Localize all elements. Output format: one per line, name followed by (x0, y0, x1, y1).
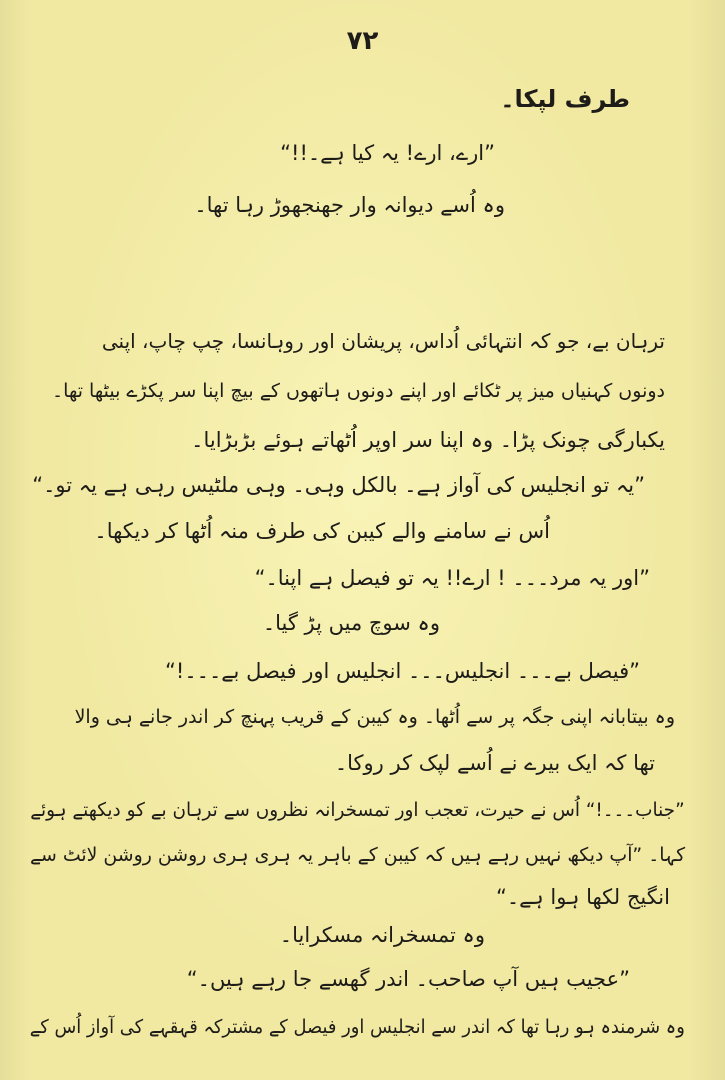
text-line-15: کہا۔ ”آپ دیکھ نہیں رہے ہیں کہ کیبن کے باہر یہ ہری ہری روشن روشن لائٹ سے (29, 844, 685, 866)
text-line-7: ”یہ تو انجلیس کی آواز ہے۔ بالکل وہی۔ وہی ملٹیس رہی ہے یہ تو۔“ (32, 473, 645, 497)
text-line-8: اُس نے سامنے والے کیبن کی طرف منہ اُٹھا کر دیکھا۔ (94, 519, 550, 543)
text-line-6: یکبارگی چونک پڑا۔ وہ اپنا سر اوپر اُٹھاتے ہوئے بڑبڑایا۔ (191, 428, 665, 452)
text-line-14: ”جناب۔۔۔!“ اُس نے حیرت، تعجب اور تمسخرانہ نظروں سے ترہان بے کو دیکھتے ہوئے (30, 799, 685, 821)
text-line-16: انگیج لکھا ہوا ہے۔“ (495, 885, 670, 909)
text-line-12: وہ بیتابانہ اپنی جگہ پر سے اُٹھا۔ وہ کیبن کے قریب پہنچ کر اندر جانے ہی والا (74, 706, 675, 728)
text-line-18: ”عجیب ہیں آپ صاحب۔ اندر گھسے جا رہے ہیں۔“ (186, 967, 630, 991)
blank-gap (45, 230, 685, 310)
page-number: ۷۲ (346, 26, 379, 56)
text-line-13: تھا کہ ایک بیرے نے اُسے لپک کر روکا۔ (334, 751, 655, 775)
text-line-2: ”ارے، ارے! یہ کیا ہے۔!!“ (280, 141, 495, 165)
text-line-19: وہ شرمندہ ہو رہا تھا کہ اندر سے انجلیس اور فیصل کے مشترکہ قہقہے کی آواز اُس کے (29, 1016, 685, 1038)
text-line-11: ”فیصل بے۔۔۔ انجلیس۔۔۔ انجلیس اور فیصل بے۔۔۔!“ (165, 659, 640, 683)
text-line-1: طرف لپکا۔ (500, 85, 630, 113)
text-line-3: وہ اُسے دیوانہ وار جھنجھوڑ رہا تھا۔ (194, 193, 505, 217)
text-line-17: وہ تمسخرانہ مسکرایا۔ (279, 923, 485, 947)
text-line-9: ”اور یہ مرد۔۔۔ ! ارے!! یہ تو فیصل ہے اپنا۔“ (254, 566, 650, 590)
text-line-10: وہ سوچ میں پڑ گیا۔ (262, 611, 440, 635)
text-line-5: دونوں کہنیاں میز پر ٹکائے اور اپنے دونوں ہاتھوں کے بیچ اپنا سر پکڑے بیٹھا تھا۔ (52, 380, 665, 402)
text-line-4: ترہان بے، جو کہ انتہائی اُداس، پریشان اور روہانسا، چپ چاپ، اپنی (101, 329, 665, 353)
